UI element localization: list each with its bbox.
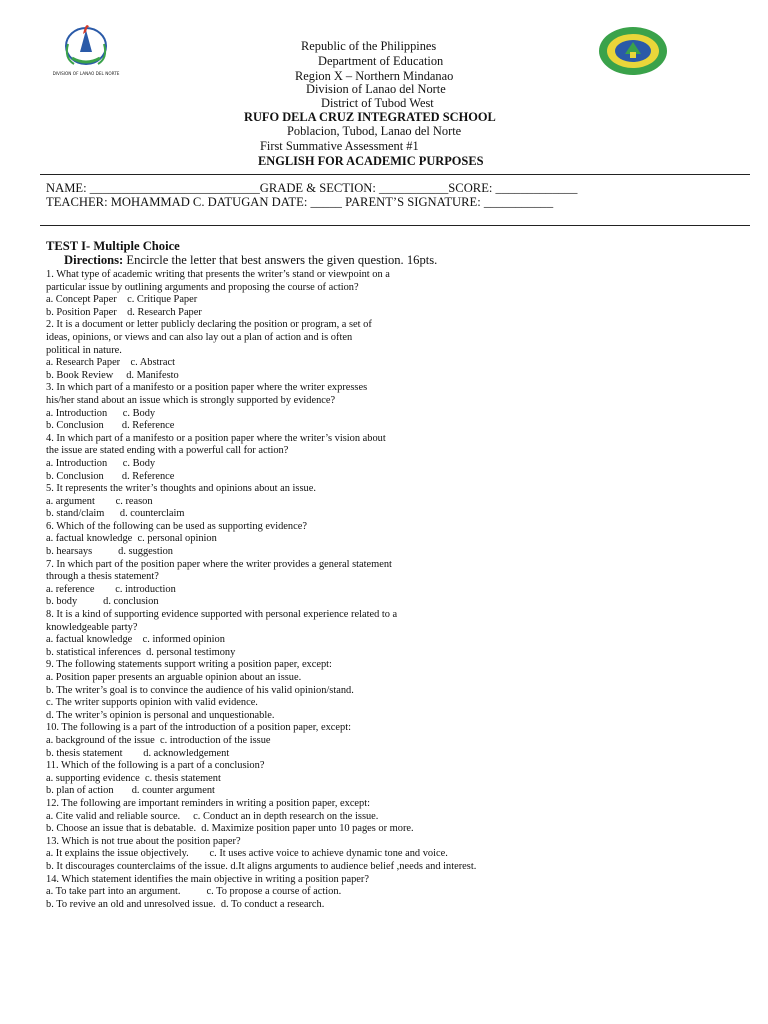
directions xyxy=(64,253,437,268)
question-line: b. hearsays d. suggestion xyxy=(46,546,173,558)
question-line: b. The writer’s goal is to convince the audience of his valid opinion/stand. xyxy=(46,684,354,696)
question-line: 12. The following are important reminders in writing a position paper, except: xyxy=(46,797,371,809)
question-line: 2. It is a document or letter publicly declaring the position or program, a set of xyxy=(46,319,372,331)
question-line: d. The writer’s opinion is personal and unquestionable. xyxy=(46,709,275,721)
test-title: TEST I- Multiple Choice xyxy=(46,239,180,253)
question-line: a. reference c. introduction xyxy=(46,583,176,595)
directions-label: Directions: xyxy=(64,253,124,267)
header-assessment: First Summative Assessment #1 xyxy=(260,139,419,153)
header-address: Poblacion, Tubod, Lanao del Norte xyxy=(287,124,462,138)
question-line: a. supporting evidence c. thesis statement xyxy=(46,772,221,784)
question-line: political in nature. xyxy=(46,344,122,356)
question-line: b. Choose an issue that is debatable. d. Maximize position paper unto 10 pages or more. xyxy=(46,823,414,835)
question-line: 5. It represents the writer’s thoughts and opinions about an issue. xyxy=(46,483,316,495)
question-line: knowledgeable party? xyxy=(46,621,138,633)
question-line: ideas, opinions, or views and can also lay out a plan of action and is often xyxy=(46,331,353,343)
question-line: 6. Which of the following can be used as supporting evidence? xyxy=(46,520,307,532)
question-line: b. Position Paper d. Research Paper xyxy=(46,306,202,318)
question-line: b. Book Review d. Manifesto xyxy=(46,369,179,381)
question-line: b. Conclusion d. Reference xyxy=(46,420,175,432)
questions-body xyxy=(46,269,746,911)
header-district: District of Tubod West xyxy=(321,96,434,110)
question-line: a. argument c. reason xyxy=(46,495,153,507)
question-line: b. plan of action d. counter argument xyxy=(46,785,215,797)
question-line: 9. The following statements support writing a position paper, except: xyxy=(46,659,332,671)
division-logo xyxy=(50,14,122,78)
question-line: a. Concept Paper c. Critique Paper xyxy=(46,294,198,306)
question-line: b. stand/claim d. counterclaim xyxy=(46,508,185,520)
question-line: a. Research Paper c. Abstract xyxy=(46,357,175,369)
question-line: 7. In which part of the position paper where the writer provides a general statement xyxy=(46,558,392,570)
question-line: 14. Which statement identifies the main objective in writing a position paper? xyxy=(46,873,369,885)
school-seal xyxy=(597,26,669,76)
question-line: 11. Which of the following is a part of a conclusion? xyxy=(46,760,265,772)
question-line: a. background of the issue c. introduction of the issue xyxy=(46,734,271,746)
header-republic: Republic of the Philippines xyxy=(301,39,437,53)
question-line: 4. In which part of a manifesto or a position paper where the writer’s vision about xyxy=(46,432,386,444)
question-line: a. Cite valid and reliable source. c. Conduct an in depth research on the issue. xyxy=(46,810,379,822)
header-school-name: RUFO DELA CRUZ INTEGRATED SCHOOL xyxy=(244,110,496,124)
question-line: 8. It is a kind of supporting evidence supported with personal experience related to a xyxy=(46,609,398,621)
question-line: a. Introduction c. Body xyxy=(46,457,156,469)
header-subject: ENGLISH FOR ACADEMIC PURPOSES xyxy=(258,154,484,168)
question-line: b. statistical inferences d. personal testimony xyxy=(46,646,236,658)
header-department: Department of Education xyxy=(318,54,444,68)
question-line: b. thesis statement d. acknowledgement xyxy=(46,747,230,759)
directions-text: Encircle the letter that best answers the given question. 16pts. xyxy=(123,253,438,267)
question-line: his/her stand about an issue which is strongly supported by evidence? xyxy=(46,394,336,406)
name-grade-score-line: NAME: ___________________________GRADE & SECTION: ___________SCORE: _____________ xyxy=(46,181,578,195)
top-divider xyxy=(40,174,750,175)
teacher-date-signature-line: TEACHER: MOHAMMAD C. DATUGAN DATE: _____ PARENT’S SIGNATURE: ___________ xyxy=(46,195,554,209)
question-line: the issue are stated ending with a powerful call for action? xyxy=(46,445,289,457)
question-line: b. To revive an old and unresolved issue. d. To conduct a research. xyxy=(46,898,325,910)
question-line: a. factual knowledge c. informed opinion xyxy=(46,634,225,646)
question-line: a. Position paper presents an arguable opinion about an issue. xyxy=(46,672,302,683)
bottom-divider xyxy=(40,225,750,226)
question-line: particular issue by outlining arguments and proposing the course of action? xyxy=(46,281,359,293)
question-line: 1. What type of academic writing that presents the writer’s stand or viewpoint on a xyxy=(46,269,390,280)
question-line: a. To take part into an argument. c. To propose a course of action. xyxy=(46,886,342,898)
question-line: 13. Which is not true about the position paper? xyxy=(46,835,241,847)
question-line: a. Introduction c. Body xyxy=(46,407,156,419)
header-division: Division of Lanao del Norte xyxy=(306,82,446,96)
question-line: b. Conclusion d. Reference xyxy=(46,470,175,482)
question-line: b. It discourages counterclaims of the issue. d.It aligns arguments to audience belief ,needs and interest. xyxy=(46,860,477,872)
question-line: b. body d. conclusion xyxy=(46,596,159,608)
question-line: 10. The following is a part of the introduction of a position paper, except: xyxy=(46,722,351,734)
question-line: a. It explains the issue objectively. c. It uses active voice to achieve dynamic tone and voice. xyxy=(46,848,448,860)
question-line: c. The writer supports opinion with valid evidence. xyxy=(46,697,258,709)
header-region: Region X – Northern Mindanao xyxy=(295,69,454,83)
question-line: a. factual knowledge c. personal opinion xyxy=(46,533,217,545)
question-line: 3. In which part of a manifesto or a position paper where the writer expresses xyxy=(46,382,368,394)
division-logo-caption: DIVISION OF LANAO DEL NORTE xyxy=(52,71,120,76)
question-line: through a thesis statement? xyxy=(46,571,159,583)
